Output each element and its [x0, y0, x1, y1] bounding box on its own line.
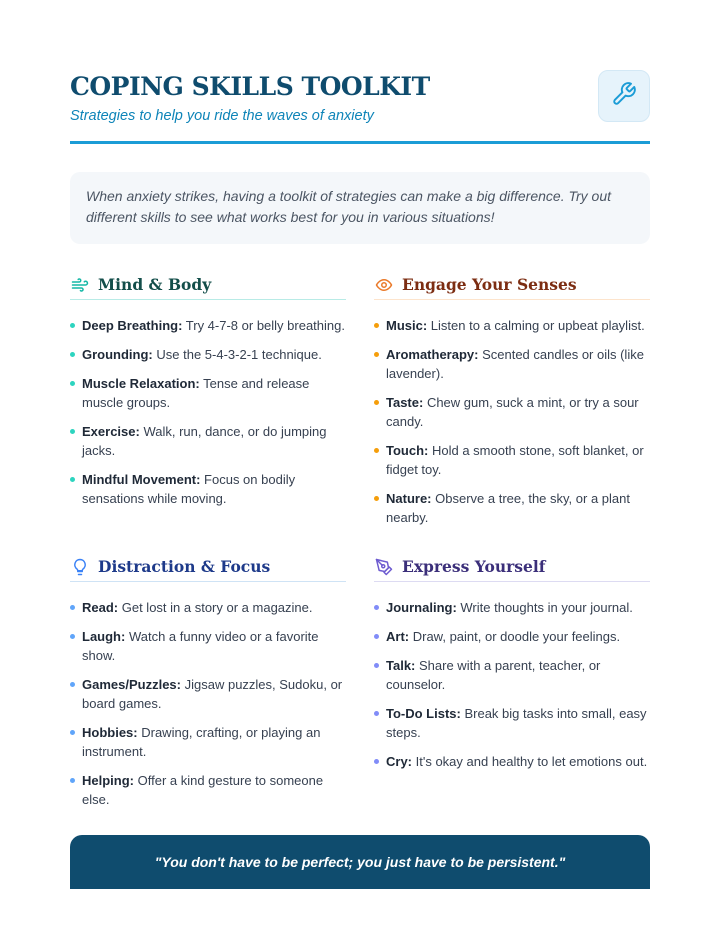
header — [70, 70, 650, 144]
section-express-yourself — [374, 552, 650, 781]
bullet — [70, 429, 75, 434]
list-item: Grounding: Use the 5-4-3-2-1 technique. — [70, 345, 346, 364]
list-item: Exercise: Walk, run, dance, or do jumping jacks. — [70, 422, 346, 460]
skill-list — [374, 598, 650, 771]
toolkit-page — [70, 0, 650, 932]
intro-text: When anxiety strikes, having a toolkit of strategies can make a big difference. Try out different skills to see what works best for you in various situations! — [70, 172, 650, 244]
bullet — [70, 605, 75, 610]
bullet — [374, 323, 379, 328]
list-item: Muscle Relaxation: Tense and release muscle groups. — [70, 374, 346, 412]
bullet — [70, 730, 75, 735]
list-item: Nature: Observe a tree, the sky, or a plant nearby. — [374, 489, 650, 527]
list-item: Touch: Hold a smooth stone, soft blanket, or fidget toy. — [374, 441, 650, 479]
list-item: Art: Draw, paint, or doodle your feelings. — [374, 627, 650, 646]
bullet — [374, 663, 379, 668]
list-item: Talk: Share with a parent, teacher, or counselor. — [374, 656, 650, 694]
bullet — [374, 448, 379, 453]
section-distraction-focus — [70, 552, 346, 819]
section-title: Engage Your Senses — [402, 275, 577, 294]
pen-icon — [374, 557, 394, 577]
bullet — [70, 352, 75, 357]
header-divider — [70, 141, 650, 144]
section-mind-body — [70, 270, 346, 518]
list-item: Laugh: Watch a funny video or a favorite show. — [70, 627, 346, 665]
page-title: COPING SKILLS TOOLKIT — [70, 72, 430, 101]
quote-banner — [70, 835, 650, 889]
list-item: Cry: It's okay and healthy to let emotions out. — [374, 752, 650, 771]
list-item: Deep Breathing: Try 4-7-8 or belly breathing. — [70, 316, 346, 335]
bullet — [70, 477, 75, 482]
bullet — [374, 400, 379, 405]
wrench-icon — [611, 81, 637, 112]
bullet — [374, 496, 379, 501]
skill-list — [374, 316, 650, 527]
bullet — [374, 711, 379, 716]
lightbulb-icon — [70, 557, 90, 577]
list-item: Read: Get lost in a story or a magazine. — [70, 598, 346, 617]
section-title: Distraction & Focus — [98, 557, 271, 576]
list-item: Helping: Offer a kind gesture to someone else. — [70, 771, 346, 809]
section-header — [374, 270, 650, 300]
section-header — [70, 270, 346, 300]
bullet — [70, 778, 75, 783]
bullet — [374, 352, 379, 357]
list-item: To-Do Lists: Break big tasks into small, easy steps. — [374, 704, 650, 742]
list-item: Aromatherapy: Scented candles or oils (like lavender). — [374, 345, 650, 383]
quote-text: "You don't have to be perfect; you just have to be persistent." — [154, 854, 566, 870]
wind-icon — [70, 275, 90, 295]
skill-list — [70, 598, 346, 809]
section-header — [70, 552, 346, 582]
bullet — [374, 759, 379, 764]
bullet — [374, 634, 379, 639]
section-title: Mind & Body — [98, 275, 212, 294]
list-item: Taste: Chew gum, suck a mint, or try a sour candy. — [374, 393, 650, 431]
list-item: Hobbies: Drawing, crafting, or playing an instrument. — [70, 723, 346, 761]
bullet — [70, 381, 75, 386]
list-item: Journaling: Write thoughts in your journal. — [374, 598, 650, 617]
bullet — [70, 682, 75, 687]
section-header — [374, 552, 650, 582]
eye-icon — [374, 275, 394, 295]
list-item: Music: Listen to a calming or upbeat playlist. — [374, 316, 650, 335]
list-item: Mindful Movement: Focus on bodily sensations while moving. — [70, 470, 346, 508]
page-subtitle: Strategies to help you ride the waves of anxiety — [70, 108, 374, 124]
bullet — [70, 323, 75, 328]
bullet — [70, 634, 75, 639]
bullet — [374, 605, 379, 610]
tool-badge — [598, 70, 650, 122]
section-title: Express Yourself — [402, 557, 546, 576]
skill-list — [70, 316, 346, 508]
section-engage-senses — [374, 270, 650, 537]
list-item: Games/Puzzles: Jigsaw puzzles, Sudoku, or board games. — [70, 675, 346, 713]
